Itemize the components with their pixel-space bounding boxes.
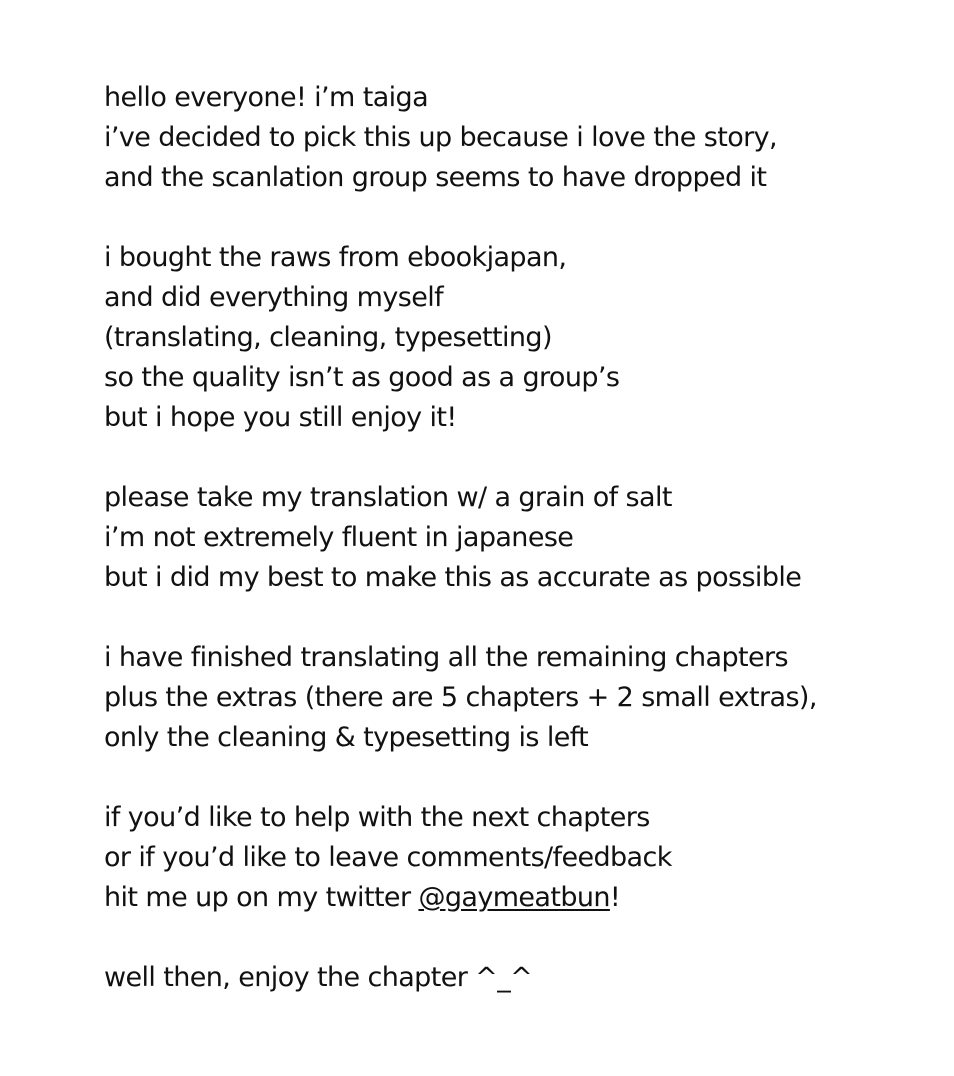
paragraph-intro — [104, 78, 924, 198]
text-line: (translating, cleaning, typesetting) — [104, 322, 552, 353]
text-line: so the quality isn’t as good as a group’s — [104, 362, 620, 393]
text-line: i’ve decided to pick this up because i love the story, — [104, 122, 778, 153]
text-line: and the scanlation group seems to have dropped it — [104, 162, 767, 193]
paragraph-disclaimer — [104, 478, 924, 598]
paragraph-progress — [104, 638, 924, 758]
text-line: hello everyone! i’m taiga — [104, 82, 429, 113]
text-line: well then, enjoy the chapter ^_^ — [104, 962, 533, 993]
text-line: i have finished translating all the remaining chapters — [104, 642, 788, 673]
paragraph-process — [104, 238, 924, 438]
translator-note — [104, 78, 924, 998]
text-line: i’m not extremely fluent in japanese — [104, 522, 574, 553]
paragraph-gap — [104, 438, 924, 478]
text-line: only the cleaning & typesetting is left — [104, 722, 589, 753]
text-line: but i hope you still enjoy it! — [104, 402, 457, 433]
paragraph-gap — [104, 758, 924, 798]
paragraph-contact — [104, 798, 924, 918]
text-line: and did everything myself — [104, 282, 444, 313]
text-line: i bought the raws from ebookjapan, — [104, 242, 567, 273]
contact-line — [104, 878, 924, 918]
contact-suffix: ! — [609, 882, 621, 913]
twitter-handle-link[interactable]: @gaymeatbun — [418, 882, 610, 913]
contact-prefix: hit me up on my twitter — [104, 882, 419, 913]
text-line: if you’d like to help with the next chapters — [104, 802, 650, 833]
text-line: please take my translation w/ a grain of salt — [104, 482, 672, 513]
text-line: or if you’d like to leave comments/feedback — [104, 842, 672, 873]
paragraph-gap — [104, 918, 924, 958]
text-line: plus the extras (there are 5 chapters + 2 small extras), — [104, 682, 817, 713]
text-line: but i did my best to make this as accurate as possible — [104, 562, 802, 593]
paragraph-gap — [104, 598, 924, 638]
paragraph-closing — [104, 958, 924, 998]
paragraph-gap — [104, 198, 924, 238]
